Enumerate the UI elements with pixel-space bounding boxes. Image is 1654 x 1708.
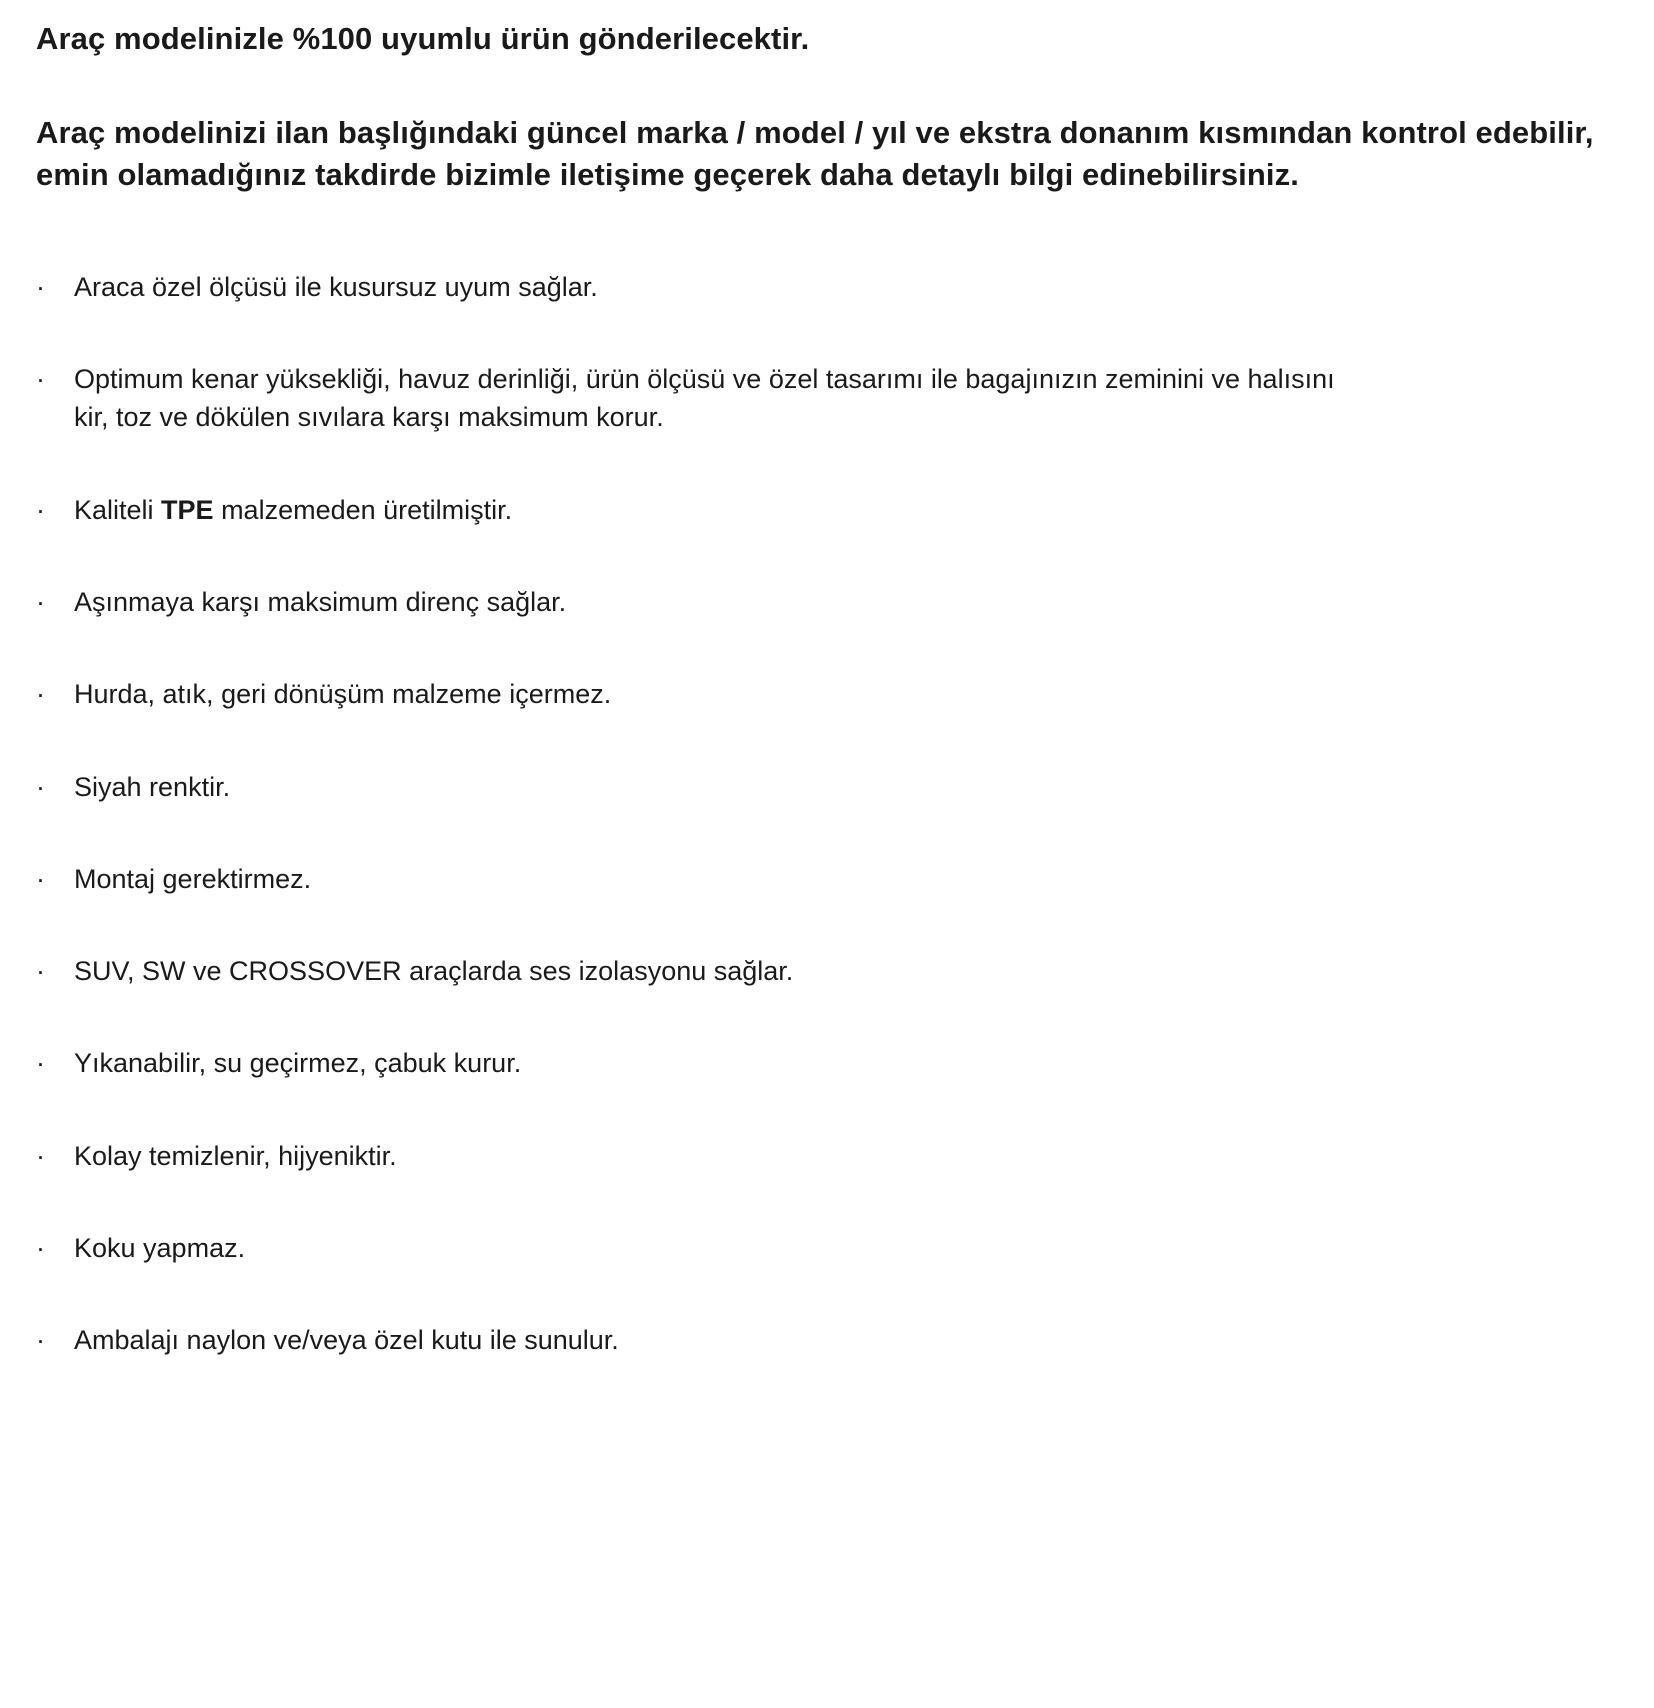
bullet-marker-icon: · [36,863,45,894]
bullet-marker-icon: · [36,586,45,617]
primary-heading: Araç modelinizle %100 uyumlu ürün gönderilecektir. [36,21,810,56]
list-item-label: Koku yapmaz. [74,1233,246,1264]
list-item [36,1137,1614,1175]
list-item-label: Kaliteli TPE malzemeden üretilmiştir. [74,494,513,525]
bullet-marker-icon: · [36,271,45,302]
bullet-marker-icon: · [36,956,45,987]
list-item-label: Siyah renktir. [74,771,231,802]
list-item [36,583,1614,621]
bullet-marker-icon: · [36,771,45,802]
list-item [36,1044,1614,1082]
list-item-label: Optimum kenar yüksekliği, havuz derinliği, ürün ölçüsü ve özel tasarımı ile bagajınızın zeminini ve halısını kir, toz ve dökülen sıvılara karşı maksimum korur. [74,363,1335,433]
bullet-marker-icon: · [36,1325,45,1356]
bullet-marker-icon: · [36,363,45,394]
list-item [36,268,1614,306]
list-item-label: Yıkanabilir, su geçirmez, çabuk kurur. [74,1048,522,1079]
list-item-label: Kolay temizlenir, hijyeniktir. [74,1140,397,1171]
list-item-label: Araca özel ölçüsü ile kusursuz uyum sağlar. [74,271,598,302]
list-item-label: Montaj gerektirmez. [74,863,312,894]
list-item-label: Hurda, atık, geri dönüşüm malzeme içermez. [74,679,612,710]
secondary-heading: Araç modelinizi ilan başlığındaki güncel marka / model / yıl ve ekstra donanım kısmından kontrol edebilir, emin olamadığınız takdirde bizimle iletişime geçerek daha detaylı bilgi edinebilirsiniz. [36,114,1594,192]
list-item [36,860,1614,898]
list-item [36,1229,1614,1267]
feature-list [36,268,1614,1360]
list-item-label: Ambalajı naylon ve/veya özel kutu ile sunulur. [74,1325,619,1356]
bullet-marker-icon: · [36,1233,45,1264]
list-item [36,1321,1614,1359]
list-item [36,768,1614,806]
bullet-marker-icon: · [36,679,45,710]
list-item [36,675,1614,713]
list-item-label: Aşınmaya karşı maksimum direnç sağlar. [74,586,567,617]
list-item [36,360,1614,437]
list-item [36,491,1614,529]
bullet-marker-icon: · [36,1140,45,1171]
list-item-label: SUV, SW ve CROSSOVER araçlarda ses izolasyonu sağlar. [74,956,794,987]
bullet-marker-icon: · [36,494,45,525]
bullet-marker-icon: · [36,1048,45,1079]
list-item [36,952,1614,990]
